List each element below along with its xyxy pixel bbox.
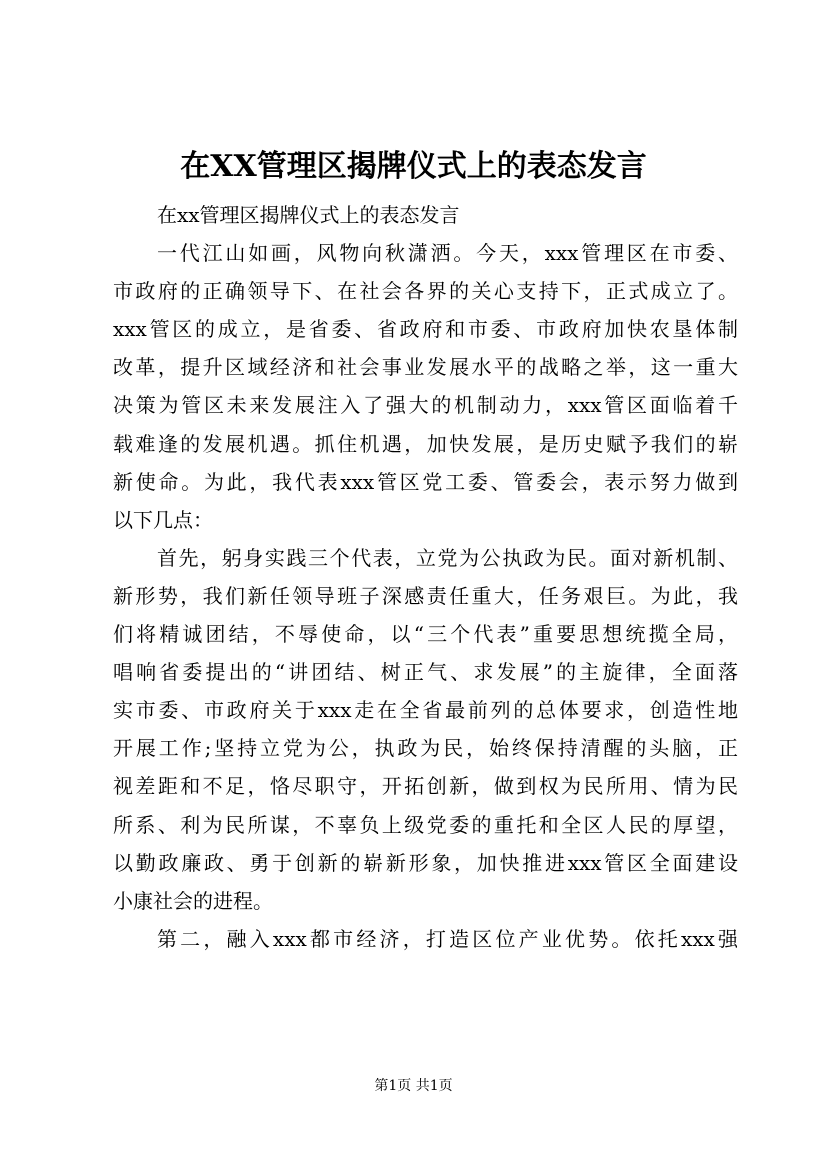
paragraph-line: 一代江山如画，风物向秋潇洒。今天，xxx管理区在市委、: [157, 241, 738, 266]
paragraph-line: 小康社会的进程。: [113, 888, 273, 913]
document-body: [113, 196, 738, 958]
page-number-footer: 第1页 共1页: [374, 1078, 453, 1094]
paragraph-line: 市政府的正确领导下、在社会各界的关心支持下，正式成立了。: [113, 279, 738, 304]
paragraph-line: 新形势，我们新任领导班子深感责任重大，任务艰巨。为此，我: [113, 583, 738, 608]
paragraph-line: 唱响省委提出的“讲团结、树正气、求发展”的主旋律，全面落: [113, 660, 738, 685]
paragraph-line: 视差距和不足，恪尽职守，开拓创新，做到权为民所用、情为民: [113, 774, 738, 799]
paragraph-line: 决策为管区未来发展注入了强大的机制动力，xxx管区面临着千: [113, 393, 738, 418]
subtitle-line: 在xx管理区揭牌仪式上的表态发言: [157, 203, 460, 227]
paragraph-line: 第二，融入xxx都市经济，打造区位产业优势。依托xxx强: [157, 926, 738, 951]
paragraph-line: 们将精诚团结，不辱使命，以“三个代表”重要思想统揽全局，: [113, 622, 738, 647]
paragraph-line: 以勤政廉政、勇于创新的崭新形象，加快推进xxx管区全面建设: [113, 850, 738, 875]
paragraph-line: 首先，躬身实践三个代表，立党为公执政为民。面对新机制、: [157, 545, 738, 570]
paragraph-line: 载难逢的发展机遇。抓住机遇，加快发展，是历史赋予我们的崭: [113, 431, 738, 456]
document-title: 在XX管理区揭牌仪式上的表态发言: [180, 149, 647, 184]
paragraph-line: 实市委、市政府关于xxx走在全省最前列的总体要求，创造性地: [113, 698, 738, 723]
paragraph-line: 改革，提升区域经济和社会事业发展水平的战略之举，这一重大: [113, 355, 738, 380]
paragraph-line: 开展工作;坚持立党为公，执政为民，始终保持清醒的头脑，正: [113, 736, 738, 761]
paragraph-line: 新使命。为此，我代表xxx管区党工委、管委会，表示努力做到: [113, 469, 738, 494]
paragraph-line: xxx管区的成立，是省委、省政府和市委、市政府加快农垦体制: [113, 317, 738, 342]
paragraph-line: 以下几点：: [113, 507, 213, 532]
paragraph-line: 所系、利为民所谋，不辜负上级党委的重托和全区人民的厚望，: [113, 812, 738, 837]
